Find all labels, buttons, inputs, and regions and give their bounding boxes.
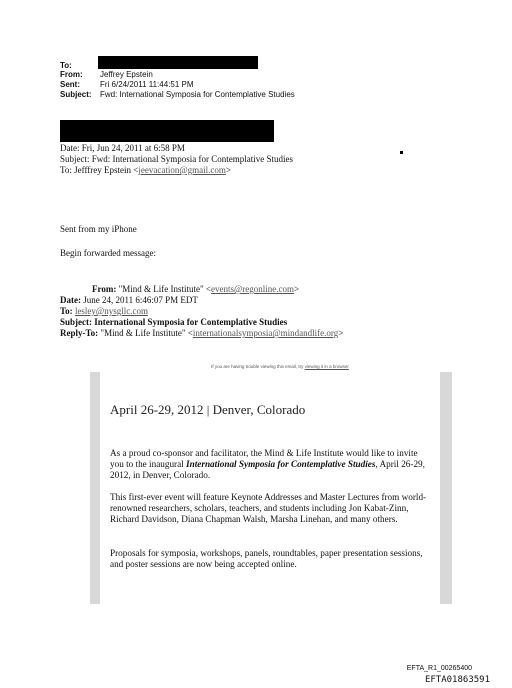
p1-after: , April 26-29, 2012, in Denver, Colorado.: [110, 459, 425, 480]
header-subject-row: [60, 90, 295, 99]
inner-replyto: [60, 328, 343, 339]
inner-replyto-label: Reply-To:: [60, 328, 99, 338]
forwarded-to-prefix: To: Jefffrey Epstein <: [60, 165, 139, 175]
newsletter-paragraph-3: Proposals for symposia, workshops, panels, roundtables, paper presentation sessions, and poster sessions are now being accepted online.: [110, 548, 423, 569]
sent-from-iphone: Sent from my iPhone: [60, 224, 137, 234]
inner-to-label: To:: [60, 306, 73, 316]
inner-from-label: From:: [92, 284, 117, 294]
inner-replyto-name: "Mind & Life Institute" <: [100, 328, 193, 338]
header-subject-label: Subject:: [60, 90, 92, 99]
forwarded-to-suffix: >: [225, 165, 231, 175]
forwarded-date: Date: Fri, Jun 24, 2011 at 6:58 PM: [60, 143, 185, 153]
header-sent-row: [60, 80, 194, 89]
inner-date-label: Date:: [60, 295, 81, 305]
inner-replyto-suffix: >: [338, 328, 344, 338]
inner-subject-label: Subject:: [60, 317, 92, 327]
footer-ref-2: EFTA01863591: [424, 675, 490, 685]
p1-emphasis: International Symposia for Contemplative Studies: [186, 459, 376, 469]
inner-from: [92, 284, 299, 295]
view-in-browser-link[interactable]: viewing it in a browser: [304, 364, 349, 369]
header-sent-label: Sent:: [60, 80, 80, 89]
newsletter-heading: April 26-29, 2012 | Denver, Colorado: [110, 402, 306, 417]
header-from-value: Jeffrey Epstein: [100, 70, 153, 79]
inner-to: [60, 306, 148, 317]
header-to-label: To:: [60, 61, 72, 70]
newsletter-paragraph-1: [110, 448, 430, 481]
inner-from-suffix: >: [294, 284, 300, 294]
redaction-bar: [60, 120, 274, 142]
inner-to-email[interactable]: lesley@nysgllc.com: [74, 306, 148, 316]
forwarded-to: [60, 165, 231, 176]
stray-mark: [400, 151, 403, 154]
forwarded-to-email[interactable]: jeevacation@gmail.com: [138, 165, 226, 175]
inner-from-email[interactable]: events@regonline.com: [211, 284, 295, 294]
trouble-viewing: [90, 364, 470, 369]
inner-replyto-email[interactable]: internationalsymposia@mindandlife.org: [192, 328, 339, 338]
redaction-bar: [98, 56, 258, 69]
begin-forwarded: Begin forwarded message:: [60, 248, 156, 258]
p1-before: As a proud co-sponsor and facilitator, the Mind & Life Institute would like to invite you to the inaugural: [110, 448, 418, 469]
header-from-label: From:: [60, 70, 83, 79]
header-subject-value: Fwd: International Symposia for Contemplative Studies: [100, 90, 295, 99]
header-from-row: [60, 70, 153, 79]
inner-subject-value: International Symposia for Contemplative Studies: [94, 317, 288, 327]
inner-from-name: "Mind & Life Institute" <: [118, 284, 211, 294]
footer-ref-1: EFTA_R1_00265400: [406, 665, 472, 672]
inner-date-value: June 24, 2011 6:46:07 PM EDT: [83, 295, 198, 305]
forwarded-subject: Subject: Fwd: International Symposia for Contemplative Studies: [60, 154, 293, 164]
header-to-row: [60, 61, 100, 70]
newsletter-paragraph-2: This first-ever event will feature Keynote Addresses and Master Lectures from world-renowned researchers, scholars, teachers, and students including Jon Kabat-Zinn, Richard Davidson, Diana Chapman Walsh, Marsha Linehan, and many others.: [110, 492, 427, 524]
inner-subject: [60, 317, 287, 328]
trouble-prefix: If you are having trouble viewing this email, try: [211, 364, 305, 369]
header-sent-value: Fri 6/24/2011 11:44:51 PM: [100, 80, 194, 89]
inner-date: [60, 295, 198, 306]
